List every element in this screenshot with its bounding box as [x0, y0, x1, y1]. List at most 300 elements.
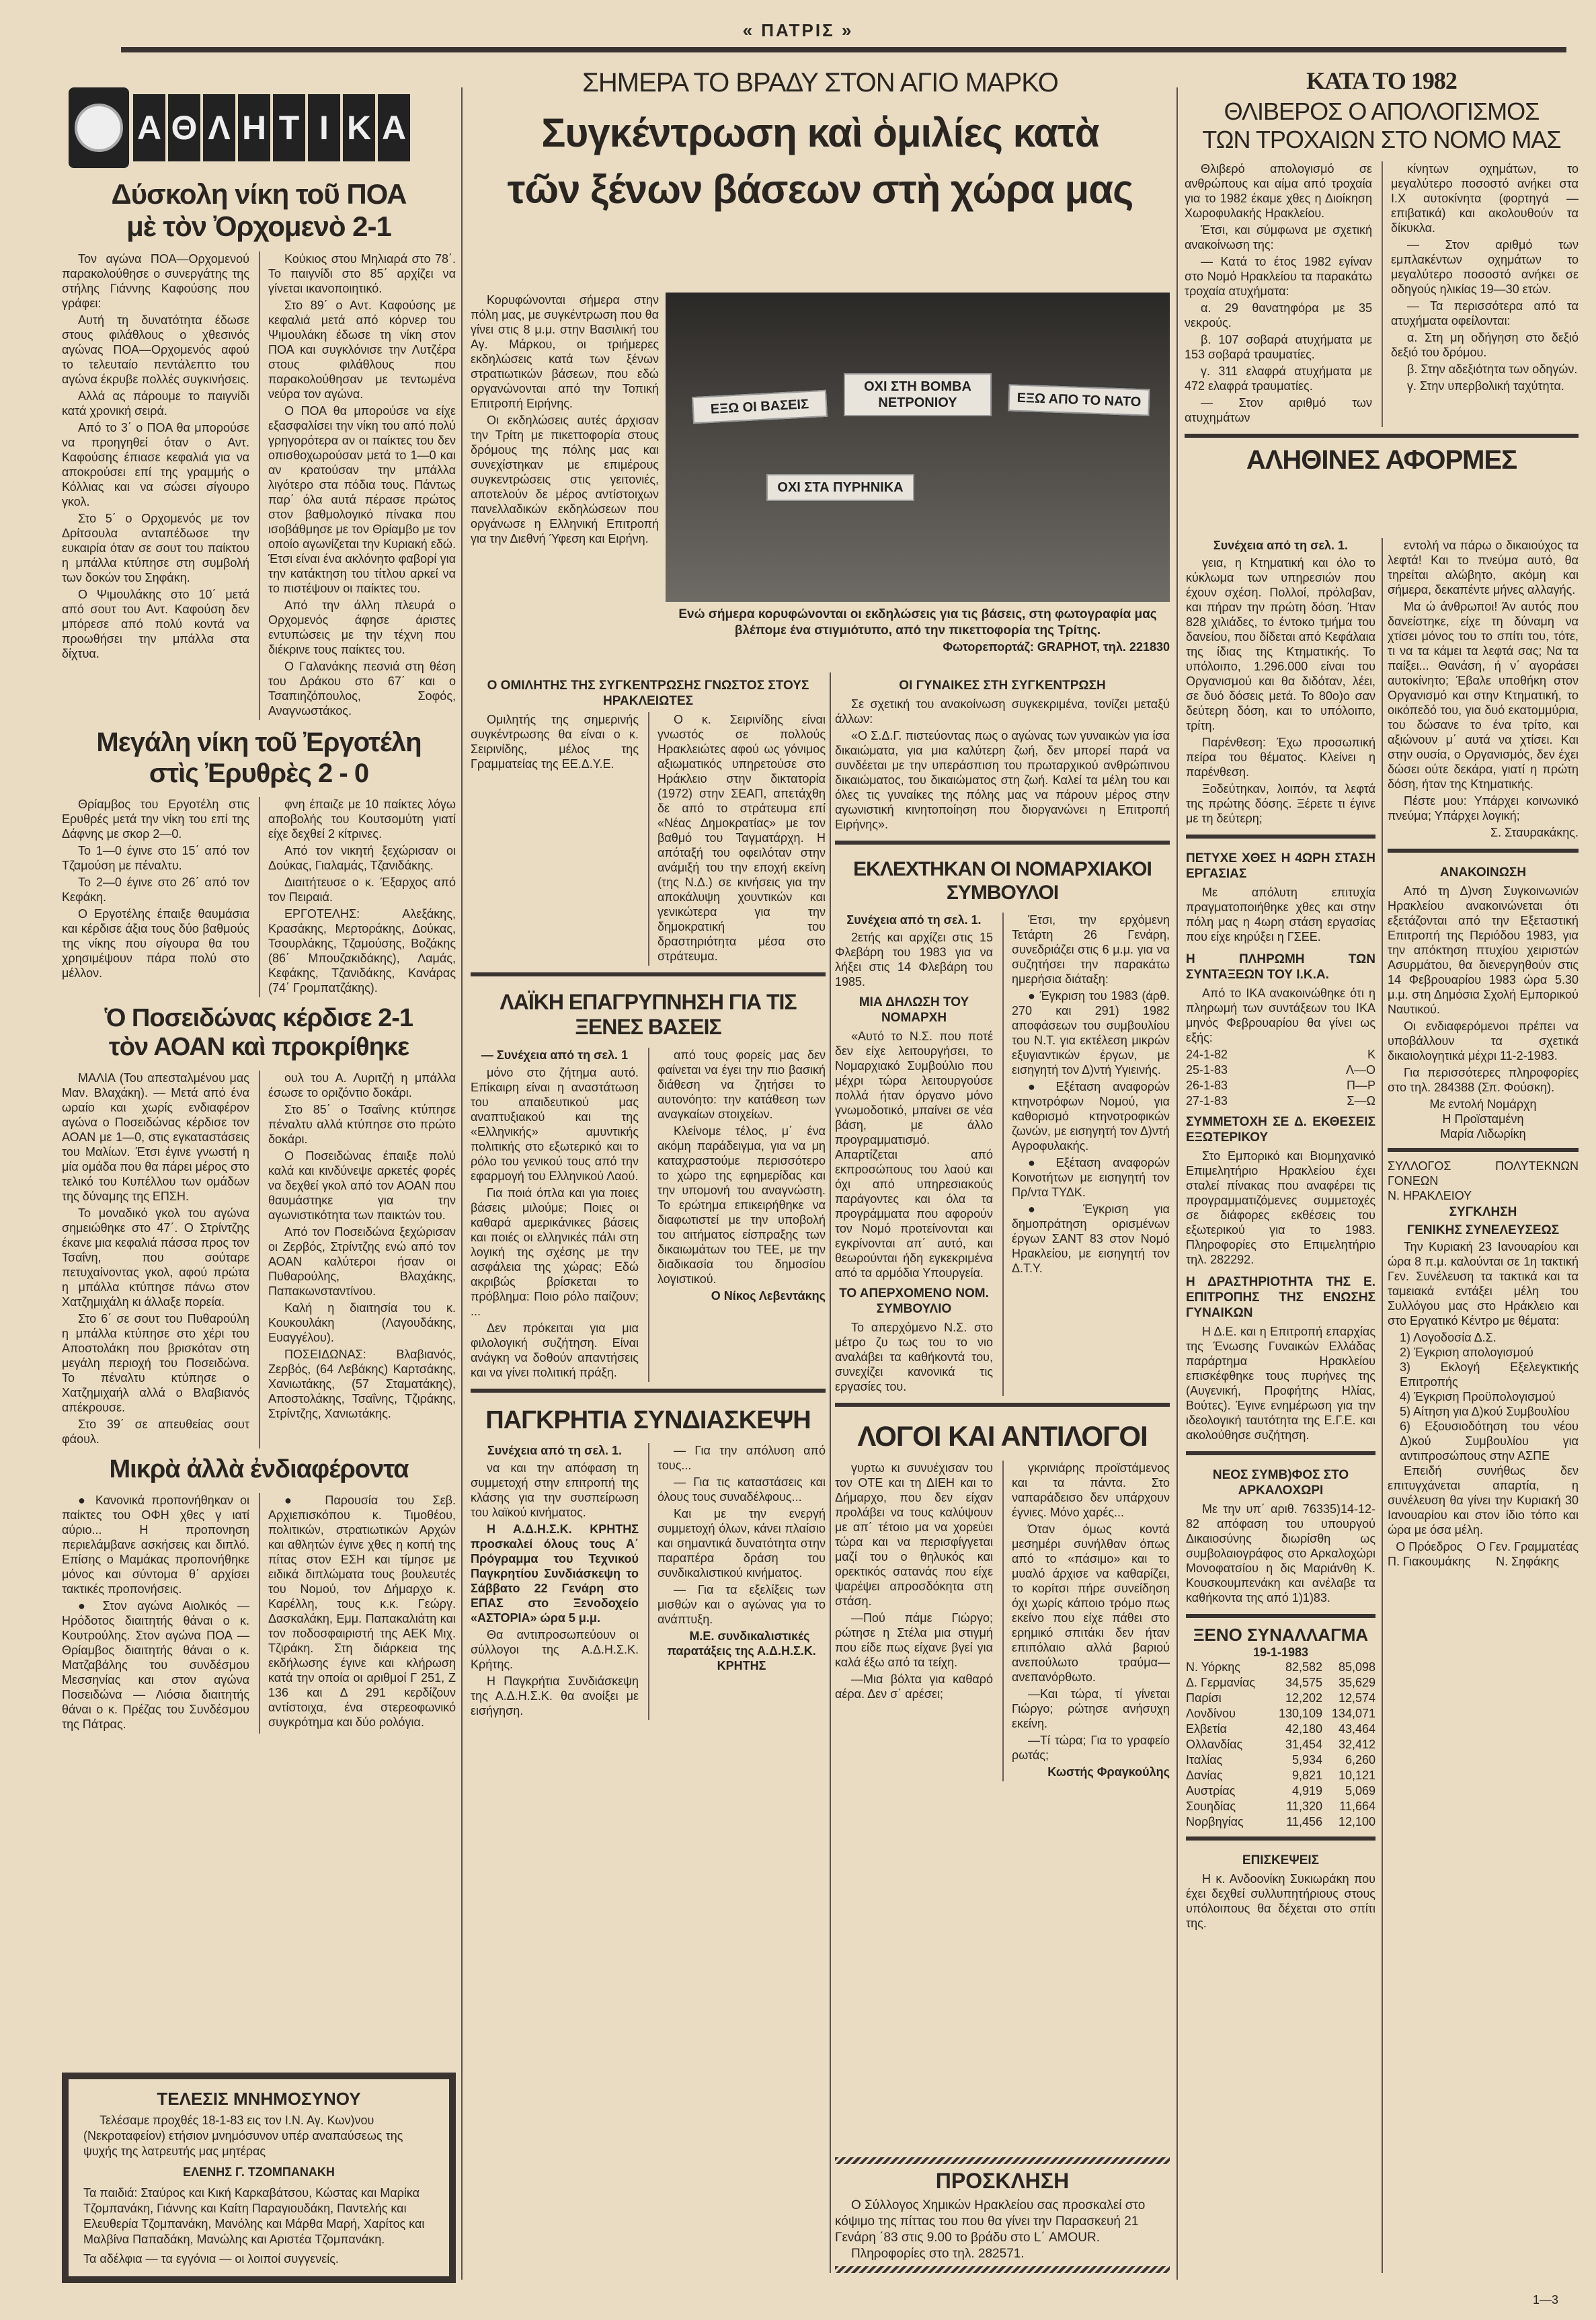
- continued-label: Συνέχεια από τη σελ. 1.: [846, 913, 982, 927]
- paragraph: Έτσι, και σύμφωνα με σχετική ανακοίνωση της:: [1185, 223, 1372, 252]
- announcement-title: ΑΝΑΚΟΙΝΩΣΗ: [1439, 865, 1527, 880]
- rate-cell: 11,456: [1286, 1815, 1323, 1828]
- paragraph: Ο ΠΟΑ θα μπορούσε να είχε εξασφαλίσει την νίκη του από πολύ γρηγορότερα αν οι παίκτες του δεν οπισθοχωρούσαν μετά το 1—0 και αν κρατούσαν την μπάλλα λιγότερο στα πόδια τους. Πάντως παρ΄ όλα αυτά πέρασε πρώτος στον βαθμολογικό πίνακα που ισοβάθμησε με τον Θρίαμβο με τον οποίο αγωνίζεται την Κυριακή εδώ. Έτσι είναι ένα ακλόνητο φαβορί για την κατάκτηση του τίτλου αρκεί να το πιστέψουν οι παίκτες του.: [268, 403, 456, 595]
- paragraph: ● Εξέταση αναφορών κτηνοτρόφων Νομού, για καθορισμό κτηνοτροφικών ζωνών, με εισηγητή τον Δ)ντή Αγροφυλακής.: [1012, 1080, 1170, 1153]
- overline-text: ΣΗΜΕΡΑ ΤΟ ΒΡΑΔΥ ΣΤΟΝ ΑΓΙΟ ΜΑΡΚΟ: [582, 68, 1058, 98]
- logo-letter: Κ: [343, 94, 375, 161]
- paragraph: ● Έγκριση του 1983 (άρθ. 270 και 291) 1982 αποφάσεων του συμβουλίου του Ν.Τ. για εκτέλεση μικρών εξυγιαντικών έργων, με εισηγητή τον Δ)ντή Υγιεινής.: [1012, 989, 1170, 1077]
- exchange-row: [1186, 1691, 1375, 1706]
- author-signature: Ο Νίκος Λεβεντάκης: [711, 1288, 826, 1303]
- signature-line: Η Προϊσταμένη: [1442, 1112, 1524, 1126]
- section-rule: [1185, 434, 1579, 438]
- paragraph: κίνητων οχημάτων, το μεγαλύτερο ποσοστό ανήκει στα Ι.Χ αυτοκίνητα (φορτηγά —επιβατικά) και ακολουθούν τα δίκυκλα.: [1391, 162, 1579, 235]
- arguments-article: [835, 1461, 1170, 1781]
- rate-cell: 12,202: [1285, 1691, 1323, 1705]
- photo-caption: [666, 607, 1170, 655]
- article-column: [259, 252, 456, 720]
- invitation-info: Πληροφορίες στο τηλ. 282571.: [851, 2247, 1025, 2261]
- article-column: [835, 913, 993, 1396]
- traffic-section: [1185, 67, 1579, 481]
- currency-cell: Παρίσι: [1186, 1691, 1222, 1705]
- agenda-item: 5) Αίτηση για Δ)κού Συμβουλίου: [1400, 1405, 1570, 1418]
- rate-cell: 130,109: [1278, 1707, 1323, 1720]
- memorial-text: Τελέσαμε προχθές 18-1-83 εις τον Ι.Ν. Αγ. Κων)νου (Νεκροταφείον) ετήσιον μνημόσυνον υπέρ αναπαύσεως της ψυχής της λατρευτής μας μητέρας: [83, 2114, 403, 2158]
- memorial-relatives: Τα αδέλφια — τα εγγόνια — οι λοιποί συγγενείς.: [83, 2252, 339, 2266]
- paragraph: Θα αντιπροσωπεύουν οι σύλλογοι της Α.Δ.Η.Σ.Κ. Κρήτης.: [471, 1628, 639, 1672]
- headline-line: Δύσκολη νίκη τοῦ ΠΟΑ: [111, 178, 407, 210]
- page-number: 1—3: [1533, 2293, 1559, 2307]
- paragraph: α. 29 θανατηφόρα με 35 νεκρούς.: [1185, 301, 1372, 330]
- article-column: [62, 252, 249, 720]
- paragraph: εντολή να πάρω ο δικαιούχος τα λεφτά! Και το πνεύμα αυτό, θα τηρείται αλώβητο, ακόμη και σήμερα, δεκαπέντε μήνες αλλαγής.: [1388, 539, 1579, 596]
- paragraph: Και με την ενεργή συμμετοχή όλων, κάνει πλαίσιο και σημαντικά δυνατότητα στην παραπέρα δράση του συνδικαλιστικού κινήματος.: [657, 1507, 826, 1580]
- paragraph: ΕΡΓΟΤΕΛΗΣ: Αλεξάκης, Κρασάκης, Μερτοράκης, Δούκας, Τσουρλάκης, Τζαμούσης, Βοζάκης (86΄ Μπουζακιδάκης), Λαμάς, Κεφάκης, Τζανιδάκης, Κανάρας (74΄ Γρομπατζάκης).: [268, 906, 456, 995]
- currency-cell: Λονδίνου: [1186, 1707, 1236, 1720]
- paragraph: Ο κ. Σειρινίδης είναι γνωστός σε πολλούς Ηρακλειώτες αφού ως γόνιμος αξιωματικός υπηρετούσε στο Ηράκλειο στην δικτατορία (1972) στην ΣΕΑΠ, απετάχθη δε από το στράτευμα επί «Νέας Δημοκρατίας» με τον βαθμό του Ταγματάρχη. Η απόταξή του οφειλόταν στην ανάμιξή του την εποχή εκείνη (της Ν.Δ.) σε κινήσεις για την αποκάλυψη χουντικών και γενικώτερα για την δημοκρατική του δραστηριότητα μέσα στο στράτευμα.: [657, 713, 826, 963]
- lead-header: [471, 67, 1170, 218]
- sports-column: [62, 84, 456, 2283]
- logo-letter: Ι: [308, 94, 340, 161]
- section-rule: [1388, 1148, 1579, 1152]
- schedule-row: [1186, 1078, 1375, 1093]
- section-rule: [835, 1403, 1170, 1407]
- agenda-item: 6) Εξουσιοδότηση του νέου Δ)κού Συμβουλίου για αντιπροσώπους στην ΑΣΠΕ: [1400, 1420, 1579, 1463]
- announcements-column: [1388, 538, 1579, 1569]
- article-column: [1382, 161, 1579, 427]
- paragraph: Από το 3΄ ο ΠΟΑ θα μπορούσε να προηγηθεί όταν ο Αντ. Καφούσης έπιασε κεφαλιά για να αποκρούσει επί της γραμμής ο Κόλλιας και να σώσει σίγουρο γκολ.: [62, 420, 249, 508]
- arguments-headline: ΛΟΓΟΙ ΚΑΙ ΑΝΤΙΛΟΓΟΙ: [857, 1420, 1148, 1452]
- exchange-row: [1186, 1722, 1375, 1737]
- paragraph: Με την υπ΄ αριθ. 76335)14-12-82 απόφαση του υπουργού Δικαιοσύνης διωρίσθη ως συμβολαιογράφος στο Αρκαλοχώρι Μονοφατσίου η δις Μαριάνθη Κ. Κουσκουμπενάκη και ανέλαβε τα καθήκοντα της από 1)1)83.: [1186, 1502, 1375, 1604]
- assembly-title: ΓΕΝΙΚΗΣ ΣΥΝΕΛΕΥΣΕΩΣ: [1406, 1223, 1560, 1237]
- paragraph: α. Στη μη οδήγηση στο δεξιό δεξιό του δρόμου.: [1391, 331, 1579, 360]
- headline-line: Μικρὰ ἀλλὰ ἐνδιαφέροντα: [109, 1455, 409, 1483]
- signature-line: Ν. Σηφάκης: [1496, 1555, 1560, 1568]
- overline-text: ΚΑΤΑ ΤΟ 1982: [1306, 67, 1457, 94]
- rate-cell: 6,260: [1345, 1753, 1375, 1767]
- currency-cell: Αυστρίας: [1186, 1784, 1236, 1797]
- invitation-notice: [835, 2148, 1170, 2273]
- subheading: ΤΟ ΑΠΕΡΧΟΜΕΝΟ ΝΟΜ. ΣΥΜΒΟΥΛΙΟ: [839, 1286, 989, 1316]
- exchange-row: [1186, 1799, 1375, 1814]
- article-column: [835, 1461, 993, 1781]
- paragraph: — Κατά το έτος 1982 εγίναν στο Νομό Ηρακλείου τα παρακάτω τροχαία ατυχήματα:: [1185, 255, 1372, 299]
- invitation-text: Ο Σύλλογος Χημικών Ηρακλείου σας προσκαλεί στο κόψιμο της πίττας του που θα γίνει την Παρασκευή 21 Γενάρη ΄83 στις 9.00 το βράδυ στο L΄ AMOUR.: [835, 2198, 1146, 2245]
- misc-article: [62, 1493, 456, 1734]
- paragraph: Ο Εργοτέλης έπαιξε θαυμάσια και κέρδισε άξια τους δύο βαθμούς της νίκης που σίγουρα θα του χρησιμέψουν πάρα πολύ στο μέλλον.: [62, 906, 249, 980]
- wavy-rule: [835, 2157, 1170, 2164]
- memorial-notice: [62, 2073, 456, 2283]
- currency-cell: Δανίας: [1186, 1769, 1223, 1782]
- rate-cell: 5,069: [1345, 1784, 1375, 1797]
- notary-title: ΝΕΟΣ ΣΥΜΒ)ΦΟΣ ΣΤΟ ΑΡΚΑΛΟΧΩΡΙ: [1212, 1468, 1349, 1498]
- exchange-row: [1186, 1768, 1375, 1783]
- exchange-row: [1186, 1675, 1375, 1691]
- article-column: [62, 1493, 249, 1734]
- paragraph: Όταν όμως κοντά μεσημέρι συνήλθαν όπως από το «πάσιμο» και το μυαλό άρχισε να καθαρίζει, το κορίτσι πήρε συνείδηση όχι χωρίς κάποιο τρόμο πως εκείνο που είχε πάθει στο ερημικό σπιτάκι δεν ήταν επιπόλαιο αλλά βαριού ανεπούλωτο τραύμα—ανεπανόρθωτο.: [1012, 1522, 1170, 1685]
- top-rule: [121, 47, 1566, 52]
- visits-title: ΕΠΙΣΚΕΨΕΙΣ: [1242, 1853, 1320, 1867]
- column-divider: [1382, 538, 1383, 2273]
- article-column: [62, 797, 249, 997]
- rate-cell: 32,412: [1338, 1738, 1375, 1751]
- paragraph: Το 1—0 έγινε στο 15΄ από τον Τζαμούση με πέναλτυ.: [62, 843, 249, 872]
- exchange-date: 19-1-1983: [1252, 1646, 1309, 1659]
- paragraph: Πέστε μου: Υπάρχει κοινωνικό πνεύμα; Υπάρχει λογική;: [1388, 794, 1579, 822]
- paragraph: γκρινιάρης προϊστάμενος και τα πάντα. Στο ναπαράδεισο δεν υπάρχουν έγνιες. Μόνο χαρές...: [1012, 1461, 1170, 1520]
- caption-line: βλέπομε ένα στιγμιότυπο, από την πικεττοφορία της Τρίτης.: [734, 623, 1101, 637]
- article-column: [1185, 161, 1372, 427]
- paragraph: Μα ώ άνθρωποι! Άν αυτός που δανείστηκε, είχε τη δύναμη να χτίσει μόνος του το σπίτι του, τότε, τι να τα κάμει τα λεφτά σας; Να τα παίξει... Θανάση, ή ν΄ αγοράσει αυτοκίνητο; Έβαλε υποθήκη στον Οργανισμό και στην Κτηματική, το οικόπεδό του, για δυό εκατομμύρια, του δώσανε το ένα τρίτο, και αξιώνουν μ΄ αυτά να χτίσει. Και στην ουσία, ο Οργανισμός, δεν έχει δώσει ούτε δεκάρα, γιατί η πρώτη δόση, ήταν της Κτηματικής.: [1388, 600, 1579, 791]
- paragraph: φνη έπαιζε με 10 παίκτες λόγω αποβολής του Κουτσομύτη γιατί είχε δεχθεί 2 κίτρινες.: [268, 797, 456, 841]
- paragraph: γεια, η Κτηματική και όλο το κύκλωμα των υπηρεσιών που έχουν σχέση. Πολλοί, πρόλαβαν, και πήραν την πρώτη δόση. Ήταν 828 χιλιάδες, το έντοκο τμήμα του δανείου, που δίδεται από Κεφάλαια της ίδιας της Κτηματικής. Το υπόλοιπο, 1.296.000 είναι του Οργανισμού και θα διδόταν, λέει, σε δυό δόσεις μετά. Το 80ο)ο σαν δεύτερη δόση, και το υπόλοιπο, τρίτη.: [1186, 556, 1375, 732]
- article-column: [471, 1443, 639, 1720]
- ika-title: Η ΠΛΗΡΩΜΗ ΤΩΝ ΣΥΝΤΑΞΕΩΝ ΤΟΥ Ι.Κ.Α.: [1186, 952, 1375, 982]
- org-name: Ν. ΗΡΑΚΛΕΙΟΥ: [1388, 1189, 1472, 1202]
- rate-cell: 9,821: [1291, 1769, 1323, 1782]
- headline-line: Ὁ Ποσειδώνας κέρδισε 2-1: [104, 1003, 413, 1032]
- paragraph: Επειδή συνήθως δεν επιτυγχάνεται απαρτία, η συνέλευση θα γίνει την Κυριακή 30 Ιανουαρίου και στον ίδιο τόπο και ώρα με όσα μέλη.: [1388, 1464, 1579, 1537]
- headline-line: τῶν ξένων βάσεων στὴ χώρα μας: [507, 167, 1133, 212]
- logo-letter: Θ: [168, 94, 200, 161]
- rate-cell: 43,464: [1338, 1722, 1375, 1736]
- real-motives-headline: ΑΛΗΘΙΝΕΣ ΑΦΟΡΜΕΣ: [1246, 445, 1517, 475]
- headline-line: μὲ τὸν Ὀρχομενὸ 2-1: [126, 210, 391, 243]
- paragraph: «Ο Σ.Δ.Γ. πιστεύοντας πως ο αγώνας των γυναικών για ίσα δικαιώματα, για μια καλύτερη ζωή, δεν μπορεί παρά να συνδέεται με την υπεράσπιση του πρωταρχικού ανθρώπινου δικαιώματος, του δικαιώματος στη ζωή. Καλεί τα μέλη του και όλες τις γυναίκες της πόλης μας να πάρουν μέρος στην αγωνιστική κινητοποίηση που διοργανώνει η Επιτροπή Ειρήνης».: [835, 729, 1170, 831]
- rate-cell: 4,919: [1291, 1784, 1323, 1797]
- article-column: [259, 1493, 456, 1734]
- assembly-title: ΣΥΓΚΛΗΣΗ: [1449, 1205, 1517, 1219]
- rate-cell: 12,100: [1338, 1815, 1375, 1828]
- currency-cell: Δ. Γερμανίας: [1186, 1676, 1256, 1689]
- ika-schedule: [1186, 1047, 1375, 1109]
- ergotelis-article: [62, 797, 456, 997]
- paragraph: — Για τα εξελίξεις των μισθών και ο αγώνας για το ανάπτυξη.: [657, 1583, 826, 1627]
- poseidonas-headline: [62, 1004, 456, 1062]
- paragraph: Από το ΙΚΑ ανακοινώθηκε ότι η πληρωμή των συντάξεων του ΙΚΑ μηνός Φεβρουαρίου θα γίνει ως εξής:: [1186, 987, 1375, 1044]
- caption-line: Ενώ σήμερα κορυφώνονται οι εκδηλώσεις για τις βάσεις, στη φωτογραφία μας: [678, 607, 1157, 621]
- rate-cell: 85,098: [1338, 1660, 1375, 1674]
- cell: Π—Ρ: [1346, 1079, 1375, 1092]
- schedule-row: [1186, 1047, 1375, 1062]
- cell: Σ—Ω: [1347, 1094, 1375, 1108]
- rate-cell: 10,121: [1338, 1769, 1375, 1782]
- signature-line: Π. Γιακουμάκης: [1388, 1555, 1471, 1568]
- paragraph: γυρτω κι συνυέχισαν του τον ΟΤΕ και τη ΔΙΕΗ και το Δήμαρχο, που δεν είχαν προλάβει να τους καλύψουν με απ΄ τέτοιο μα να χορεύει τώρα και να περισφίγγεται μαζί του ο θηλυκός και ορεκτικός σατανάς που είχε ψαρέψει απροσδόκητα στη στάση.: [835, 1461, 993, 1609]
- rate-cell: 82,582: [1285, 1660, 1323, 1674]
- article-column: [1002, 913, 1170, 1396]
- paragraph: Κλείνομε τέλος, μ΄ ένα ακόμη παράδειγμα, για να μη καταχραστούμε περισσότερο το χώρο της εφημερίδας και την υπομονή του αναγνώστη. Το ερώτημα επικειρήθηκε να διαφωτιστεί με την υποβολή του αιτήματος είσπραξης των δικαιωμάτων του ΤΕΕ, με την διαδικασία του δημοσίου λογιστικού.: [657, 1124, 826, 1286]
- paragraph: Τον αγώνα ΠΟΑ—Ορχομενού παρακολούθησε ο συνεργάτης της στήλης Γιάννης Καφούσης που γράφει:: [62, 252, 249, 310]
- paragraph: ● Έγκριση για δημοπράτηση ορισμένων έργων ΣΑΝΤ 83 στον Νομό Ηρακλείου, με εισηγητή τον Δ.Τ.Υ.: [1012, 1202, 1170, 1275]
- exchange-row: [1186, 1783, 1375, 1799]
- exchange-table: [1186, 1660, 1375, 1830]
- headline-line: στὶς Ἐρυθρὲς 2 - 0: [149, 758, 369, 788]
- headline-line: τὸν ΑΟΑΝ καὶ προκρίθηκε: [108, 1033, 409, 1062]
- exchange-row: [1186, 1752, 1375, 1768]
- subheading: Ο ΟΜΙΛΗΤΗΣ ΤΗΣ ΣΥΓΚΕΝΤΡΩΣΗΣ ΓΝΩΣΤΟΣ ΣΤΟΥΣ ΗΡΑΚΛΕΙΩΤΕΣ: [487, 679, 809, 708]
- cell: 25-1-83: [1186, 1063, 1228, 1077]
- section-rule: [471, 1389, 826, 1393]
- paragraph: Αυτή τη δυνατότητα έδωσε στους φιλάθλους ο χθεσινός αγώνας ΠΟΑ—Ορχομενός αφού το τελευταίο πεντάλεπτο του αγώνα έκρυβε πολλές συγκινήσεις.: [62, 313, 249, 386]
- article-column: [471, 712, 639, 966]
- paragraph: Ομιλητής της σημερινής συγκέντρωσης θα είναι ο κ. Σειρινίδης, μέλος της Γραμματείας της ΕΕ.Δ.Υ.Ε.: [471, 713, 639, 771]
- cell: Λ—Ο: [1345, 1063, 1375, 1077]
- lead-article-continued: [835, 697, 1170, 834]
- currency-cell: Ιταλίας: [1186, 1753, 1223, 1767]
- paragraph: ● Κανονικά προπονήθηκαν οι παίκτες του ΟΦΗ χθες γ ιατί αύριο... Η προπονηση περιελάμβανε ασκήσεις και διπλό. Επίσης ο Μαμάκας προπονήθηκε μόνος και σύντομα θ΄ αρχίσει τακτικές προπονήσεις.: [62, 1493, 249, 1596]
- paragraph: Την Κυριακή 23 Ιανουαρίου και ώρα 8 π.μ. καλούνται σε 1η τακτική Γεν. Συνέλευση τα τακτικά και τα ταμειακά εντάξει μέλη του Συλλόγου μας στο Ηράκλειο και στο Εργατικό Κέντρο με θέματα:: [1388, 1240, 1579, 1327]
- paragraph: Για περισσότερες πληροφορίες στο τηλ. 284388 (Σπ. Φούσκη).: [1388, 1066, 1579, 1094]
- invitation-title: ΠΡΟΣΚΛΗΣΗ: [935, 2169, 1070, 2193]
- article-column: [62, 1071, 249, 1448]
- author-signature: Κωστής Φραγκούλης: [1047, 1765, 1170, 1779]
- schedule-row: [1186, 1062, 1375, 1078]
- photo-banner: ΟΧΙ ΣΤΗ ΒΟΜΒΑ ΝΕΤΡΟΝΙΟΥ: [844, 373, 992, 416]
- photo-banner: ΕΞΩ ΑΠΟ ΤΟ ΝΑΤΟ: [1008, 384, 1150, 416]
- headline-line: ΤΩΝ ΤΡΟΧΑΙΩΝ ΣΤΟ ΝΟΜΟ ΜΑΣ: [1202, 125, 1561, 153]
- photo-credit: Φωτορεπορτάζ: GRAPHOT, τηλ. 221830: [943, 640, 1170, 654]
- paragraph: Με απόλυτη επιτυχία πραγματοποιήθηκε χθες και στην πόλη μας η 4ωρη στάση εργασίας που είχε κηρύξει η ΓΣΕΕ.: [1186, 886, 1375, 943]
- paragraph: — Στον αριθμό των ατυχημάτων: [1185, 396, 1372, 425]
- paragraph: —Πού πάμε Γιώργο; ρώτησε η Στέλα μια στιγμή που είδε πως είχανε βγεί για καλά έξω από τα τείχη.: [835, 1611, 993, 1670]
- paragraph: Από τη Δ)νση Συγκοινωνιών Ηρακλείου ανακοινώνεται ότι εξετάζονται από την Εξεταστική Επιτροπή της Περιόδου 1983, για την απόκτηση πτυχίου χειριστών Ασυρμάτου, θα διενεργηθούν στις 14 Φεβρουαρίου 1983 ώρα 5.30 μ.μ. στη Δημόσια Σχολή Εμπορικού Ναυτικού.: [1388, 884, 1579, 1016]
- memorial-children: Τα παιδιά: Σταύρος και Κική Καρκαβάτσου, Κώστας και Μαρίκα Τζομπανάκη, Γιάννης και Καίτη Παραγιουδάκη, Παντελής και Ελευθερία Τζομπανάκη, Μανόλης και Μάρθα Μαρή, Χαρίτος και Μαλβίνα Παπαδάκη, Μανώλης και Αριστέα Τζομπανάκη.: [83, 2186, 425, 2246]
- paragraph: Ο Γαλανάκης πεσνιά στη θέση του Δράκου στο 67΄ και ο Τσαπιηζόπουλος, Σοφός, Αναγνωστάκος.: [268, 659, 456, 718]
- continued-label: — Συνέχεια από τη σελ. 1: [481, 1048, 629, 1062]
- agenda-item: 1) Λογοδοσία Δ.Σ.: [1400, 1331, 1497, 1344]
- rate-cell: 11,320: [1286, 1800, 1323, 1813]
- rate-cell: 31,454: [1285, 1738, 1323, 1751]
- lead-article-intro: [471, 293, 659, 548]
- pancretan-article: [471, 1443, 826, 1720]
- schedule-row: [1186, 1093, 1375, 1109]
- signature-line: Ο Γεν. Γραμματέας: [1476, 1540, 1579, 1553]
- logo-letter: Λ: [203, 94, 235, 161]
- paragraph: ● Εξέταση αναφορών Κοινοτήτων με εισηγητή τον Πρ/ντα ΤΥΔΚ.: [1012, 1156, 1170, 1199]
- paragraph: ΜΑΛΙΑ (Του απεσταλμένου μας Μαν. Βλαχάκη). — Μετά από ένα ωραίο και χωρίς ενδιαφέρον αγώνα ο Ποσειδώνας κέρδισε τον ΑΟΑΝ με 1—0, στις εγκαταστάσεις του Μαλίων. Έτσι έγινε γνωστή η μία ομάδα που θα πάρει μέρος στο τελικό του Κυπέλλου των ομάδων της δύναμης της ΕΠΣΗ.: [62, 1071, 249, 1203]
- paragraph: Στο 85΄ ο Τσαΐνης κτύπησε πέναλτυ αλλά κτύπησε στο πρώτο δοκάρι.: [268, 1102, 456, 1146]
- logo-letters: [133, 94, 410, 161]
- paragraph: Οι εκδηλώσεις αυτές άρχισαν την Τρίτη με πικεττοφορία στους δρόμους της πόλης μας και συνεχίστηκαν με επιμέρους συγκεντρώσεις στις γειτονιές, αποτελούν δε μέρος αντίστοιχων πανελλαδικών εκδηλώσεων που οργάνωσε η Ελληνική Επιτροπή για την Διεθνή Ύφεση και Ειρήνη.: [471, 414, 659, 545]
- paragraph: μόνο στο ζήτημα αυτό. Επίκαιρη είναι η αναστάτωση του απαιδευτικού μας αναπτυξιακού και της «Ελληνικής» αμυντικής πολιτικής στο εξωτερικό και το ρόλο του γενικού τους από την εφαρμογή του Ελληνικού Λαού.: [471, 1065, 639, 1183]
- article-column: [471, 1048, 639, 1382]
- paragraph: Κούκιος στου Μηλιαρά στο 78΄. Το παιγνίδι στο 85΄ αρχίζει να γίνεται ικανοποιητικό.: [268, 252, 456, 295]
- logo-letter: Τ: [273, 94, 305, 161]
- signature-line: Μαρία Λιδωρίκη: [1440, 1127, 1526, 1140]
- cell: Κ: [1367, 1048, 1375, 1061]
- article-column: [648, 712, 826, 966]
- paragraph: Το 2—0 έγινε στο 26΄ από τον Κεφάκη.: [62, 875, 249, 904]
- continued-label: Συνέχεια από τη σελ. 1.: [487, 1444, 623, 1458]
- paragraph: Θλιβερό απολογισμό σε ανθρώπους και αίμα από τροχαία για το 1982 έκαμε χθες η Διοίκηση Χωροφυλακής Ηρακλείου.: [1185, 162, 1372, 221]
- signature-line: Με εντολή Νομάρχη: [1429, 1097, 1537, 1111]
- paragraph: Για ποιά όπλα και για ποιες βάσεις μιλούμε; Ποιες οι καθαρά αμερικάνικες βάσεις και ποιές οι ελληνικές πάλι στη λογική της σχέσης με την ασφάλεια της χώρας; Εδώ ακριβώς βρίσκεται το πρόβλημα: Ποιο ρόλο παίζουν; ...: [471, 1186, 639, 1318]
- paragraph: Η Δ.Ε. και η Επιτροπή επαρχίας της Ένωσης Γυναικών Ελλάδας παράρτημα Ηρακλείου επισκέφθηκε τους πυρήνες της (Αυγενική, Προφήτης Ηλίας, Βούτες). Έγινε ενημέρωση για την ιδεολογική ταυτότητα της Ε.Γ.Ε. και ακολούθησε συζήτηση.: [1186, 1325, 1375, 1442]
- paragraph: ουλ του Α. Λυριτζή η μπάλλα έσωσε το οριζόντιο δοκάρι.: [268, 1071, 456, 1099]
- fairs-title: ΣΥΜΜΕΤΟΧΗ ΣΕ Δ. ΕΚΘΕΣΕΙΣ ΕΞΩΤΕΡΙΚΟΥ: [1186, 1115, 1375, 1145]
- paragraph: από τους φορείς μας δεν φαίνεται να έγει την πιο βασική διάθεση να ζητήσει το αυτονόητο: την κατάθεση των αναγκαίων στοιχείων.: [657, 1048, 826, 1121]
- poa-headline: [62, 178, 456, 243]
- exchange-row: [1186, 1814, 1375, 1830]
- section-rule: [1388, 849, 1579, 853]
- lead-headline: [471, 105, 1170, 218]
- paragraph: Η Παγκρήτια Συνδιάσκεψη της Α.Δ.Η.Σ.Κ. θα ανοίξει με εισήγηση.: [471, 1674, 639, 1718]
- traffic-headline: [1185, 98, 1579, 153]
- vigilance-article: [471, 1048, 826, 1382]
- column-divider: [1176, 87, 1178, 2280]
- women-union-title: Η ΔΡΑΣΤΗΡΙΟΤΗΤΑ ΤΗΣ Ε. ΕΠΙΤΡΟΠΗΣ ΤΗΣ ΕΝΩΣΗΣ ΓΥΝΑΙΚΩΝ: [1186, 1275, 1375, 1320]
- currency-cell: Ν. Υόρκης: [1186, 1660, 1240, 1674]
- paragraph: Δεν πρόκειται για μια φιλολογική συζήτηση. Είναι ανάγκη να δοθούν απαντήσεις και να γίνει πολιτική πράξη.: [471, 1321, 639, 1379]
- paragraph: Ξοδεύτηκαν, λοιπόν, τα λεφτά της πρώτης δόσης. Ξέρετε τι έγινε με τη δεύτερη;: [1186, 782, 1375, 825]
- protest-photo: [666, 293, 1170, 602]
- paragraph: Θρίαμβος του Εργοτέλη στις Ερυθρές μετά την νίκη του επί της Δάφνης με σκορ 2—0.: [62, 797, 249, 841]
- signatures: [1388, 1539, 1579, 1569]
- paragraph: Από τον νικητή ξεχώρισαν οι Δούκας, Γιαλαμάς, Τζανιδάκης.: [268, 843, 456, 872]
- agenda-list: [1388, 1330, 1579, 1463]
- poseidonas-article: [62, 1071, 456, 1448]
- pancretan-headline: ΠΑΓΚΡΗΤΙΑ ΣΥΝΔΙΑΣΚΕΨΗ: [485, 1405, 811, 1434]
- center-left-column: [471, 672, 826, 1720]
- section-rule: [1186, 1836, 1375, 1841]
- logo-letter: Η: [238, 94, 270, 161]
- center-right-column: [835, 672, 1170, 2273]
- paragraph: β. Στην αδεξιότητα των οδηγών.: [1407, 362, 1578, 377]
- author-signature: Σ. Σταυρακάκης.: [1490, 826, 1579, 839]
- section-rule: [1186, 1614, 1375, 1618]
- paragraph: γ. 311 ελαφρά ατυχήματα με 472 ελαφρά τραυματίες.: [1185, 364, 1372, 393]
- rate-cell: 42,180: [1285, 1722, 1323, 1736]
- paragraph: Στο 39΄ σε απευθείας σουτ φάουλ.: [62, 1417, 249, 1446]
- article-column: [259, 797, 456, 997]
- paragraph: Παρένθεση: Έχω προσωπική πείρα του θέματος. Κλείνει η παρένθεση.: [1186, 736, 1375, 779]
- agenda-item: 3) Εκλογή Εξελεγκτικής Επιτροπής: [1400, 1360, 1579, 1389]
- paragraph: Από την άλλη πλευρά ο Ορχομενός άφησε άριστες εντυπώσεις με την τέχνη που διέκρινε τους παίκτες του.: [268, 598, 456, 656]
- author-signature: Μ.Ε. συνδικαλιστικές παρατάξεις της Α.Δ.Η.Σ.Κ. ΚΡΗΤΗΣ: [667, 1629, 816, 1673]
- wavy-rule: [835, 2266, 1170, 2273]
- continued-label: Συνέχεια από τη σελ. 1.: [1213, 539, 1349, 552]
- paragraph: — Για τις καταστάσεις και όλους τους συναδέλφους...: [657, 1475, 826, 1504]
- traffic-article: [1185, 161, 1579, 427]
- paragraph: ● Παρουσία του Σεβ. Αρχιεπισκόπου κ. Τιμοθέου, πολιτικών, στρατιωτικών Αρχών και αθλητών έγινε χθες η κοπή της πίτας στον ΕΣΗ και τίμησε με ειδικά διπλώματα τους βουλευτές του Νομού, τον Δήμαρχο κ. Καρέλλη, τους κ.κ. Γεώργ. Δασκαλάκη, Εμμ. Παπακαλιάτη και τον ποδοσφαιριστή της ΑΕΚ Μιχ. Τζιράκη. Στη διάρκεια της εκδήλωσης έγινε και κλήρωση κατά την οποία οι αριθμοί Γ 251, Ζ 136 και Δ 291 κερδίζουν αντίστοιχα, ένα στερεοφωνικό συγκρότημα και δύο ρολόγια.: [268, 1493, 456, 1729]
- paragraph: ● Στον αγώνα Αιολικός — Ηρόδοτος διαιτητής θάναι ο κ. Κουτρούλης. Στον αγώνα ΠΟΑ — Θρίαμβος διαιτητής θάναι ο κ. Ματζαβάλης του συνδέσμου Μεσσηνίας και στον αγώνα Ποσειδώνα — Λιόσια διαιτητής θάναι ο κ. Πρέζας του Συνδέσμου της Πάτρας.: [62, 1598, 249, 1731]
- paragraph: Διαιτήτευσε ο κ. Έξαρχος από τον Πειραιά.: [268, 875, 456, 904]
- headline-line: Συγκέντρωση καὶ ὁμιλίες κατὰ: [541, 110, 1099, 155]
- article-column: [259, 1071, 456, 1448]
- signature-line: Ο Πρόεδρος: [1396, 1540, 1463, 1553]
- paragraph: Το μοναδικό γκολ του αγώνα σημειώθηκε στο 47΄. Ο Στρίντζης έκανε μια κεφαλιά πάσσα προς τον Τσαΐνη, που σούταρε πετυχαίνοντας γκολ, αφού πρώτα η μπάλλα κτύπησε πάνω στον Χατζημιχάλη κι άλλαξε πορεία.: [62, 1206, 249, 1309]
- paragraph: Κορυφώνονται σήμερα στην πόλη μας, με συγκέντρωση που θα γίνει στις 8 μ.μ. στην Βασιλική του Αγ. Μάρκου, οι τριήμερες εκδηλώσεις κατά των ξένων στρατιωτικών βάσεων, που εδώ οργανώνονται από την Τοπική Επιτροπή Ειρήνης.: [471, 293, 659, 410]
- paragraph: Έτσι, την ερχόμενη Τετάρτη 26 Γενάρη, συνεδριάζει στις 6 μ.μ. για να συζητήσει την παρακάτω ημερήσια διάταξη:: [1012, 913, 1170, 986]
- cell: 24-1-82: [1186, 1048, 1228, 1061]
- paragraph: ΠΟΣΕΙΔΩΝΑΣ: Βλαβιανός, Ζερβός, (64 Λεβάκης) Καρτσάκης, Χανιωτάκης, (57 Σταματάκης), Αποστολάκης, Τσαΐνης, Τζιράκης, Στρίντζης, Χανιωτάκης.: [268, 1347, 456, 1420]
- article-column: [1002, 1461, 1170, 1781]
- logo-letter: Α: [133, 94, 165, 161]
- currency-cell: Νορβηγίας: [1186, 1815, 1244, 1828]
- cell: 26-1-83: [1186, 1079, 1228, 1092]
- rate-cell: 35,629: [1338, 1676, 1375, 1689]
- ergotelis-headline: [62, 727, 456, 789]
- memorial-name: ΕΛΕΝΗΣ Γ. ΤΖΟΜΠΑΝΑΚΗ: [183, 2165, 335, 2179]
- section-rule: [1186, 1451, 1375, 1455]
- agenda-item: 2) Έγκριση απολογισμού: [1400, 1346, 1533, 1359]
- article-column: [648, 1048, 826, 1382]
- rate-cell: 12,574: [1338, 1691, 1375, 1705]
- photo-banner: ΕΞΩ ΟΙ ΒΑΣΕΙΣ: [692, 390, 828, 424]
- section-rule: [1186, 835, 1375, 839]
- paragraph: — Τα περισσότερα από τα ατυχήματα οφείλονται:: [1391, 299, 1579, 328]
- paragraph: Στο 89΄ ο Αντ. Καφούσης με κεφαλιά μετά από κόρνερ του Ψιμουλάκη έδωσε τη νίκη στον ΠΟΑ και συγκλόνισε την Λυτζέρα στους φιλάθλους που παρακολούθησαν με τεντωμένα νεύρα τον αγώνα.: [268, 298, 456, 401]
- paragraph: Το απερχόμενο Ν.Σ. στο μέτρο ζυ τως του το νιο αναλάβει τα καθήκοντά του, συνεχίζει κανονικά τις εργασίες του.: [835, 1321, 993, 1393]
- vigilance-headline: ΛΑΪΚΗ ΕΠΑΓΡΥΠΝΗΣΗ ΓΙΑ ΤΙΣ ΞΕΝΕΣ ΒΑΣΕΙΣ: [500, 990, 797, 1039]
- agenda-item: 4) Έγκριση Προϋπολογισμού: [1400, 1390, 1556, 1403]
- exchange-row: [1186, 1660, 1375, 1675]
- paragraph: γ. Στην υπερβολική ταχύτητα.: [1407, 379, 1564, 393]
- currency-cell: Σουηδίας: [1186, 1800, 1236, 1813]
- currency-cell: Ελβετία: [1186, 1722, 1227, 1736]
- notices-column: [1186, 538, 1375, 1933]
- column-divider: [461, 87, 463, 2280]
- logo-letter: Α: [378, 94, 410, 161]
- lead-article-speaker: [471, 712, 826, 966]
- cell: 27-1-83: [1186, 1094, 1228, 1108]
- paragraph: —Και τώρα, τί γίνεται Γιώργο; ρώτησε ανήσυχη εκείνη.: [1012, 1687, 1170, 1731]
- rate-cell: 134,071: [1331, 1707, 1375, 1720]
- poa-article: [62, 252, 456, 720]
- paragraph: —Τί τώρα; Για το γραφείο ρωτάς;: [1012, 1734, 1170, 1763]
- paragraph: να και την απόφαση τη συμμετοχή στην επιτροπή της κλάσης για την συσπείρωση του λαϊκού κινήματος.: [471, 1461, 639, 1520]
- strike-title: ΠΕΤΥΧΕ ΧΘΕΣ Η 4ΩΡΗ ΣΤΑΣΗ ΕΡΓΑΣΙΑΣ: [1186, 851, 1375, 881]
- paragraph: Στο Εμπορικό και Βιομηχανικό Επιμελητήριο Ηρακλείου έχει σταλεί πίνακας που αναφέρει τις προγραμματιζόμενες συμμετοχές σε διάφορες εκθέσεις του εξωτερικού για το 1983. Πληροφορίες στο Επιμελητήριο τηλ. 282292.: [1186, 1149, 1375, 1266]
- section-rule: [471, 972, 826, 976]
- paragraph: Καλή η διαιτησία του κ. Κουκουλάκη (Λαγουδάκης, Ευαγγέλου).: [268, 1301, 456, 1344]
- paragraph: Η κ. Ανδοονίκη Συκιωράκη που έχει δεχθεί συλλυπητήριους στους υπόλοιπους θα δέχεται στο σπίτι της.: [1186, 1872, 1375, 1930]
- paragraph: Σε σχετική του ανακοίνωση συγκεκριμένα, τονίζει μεταξύ άλλων:: [835, 697, 1170, 726]
- paragraph: — Στον αριθμό των εμπλακέντων οχημάτων το μεγαλύτερο ποσοστό ανήκει σε οδηγούς ηλικίας 19—30 ετών.: [1391, 238, 1579, 297]
- paragraph: Από τον Ποσειδώνα ξεχώρισαν οι Ζερβός, Στρίντζης ενώ από τον ΑΟΑΝ καλύτεροι ήσαν οι Πυθαρούλης, Βλαχάκης, Παπακωνσταντίνου.: [268, 1225, 456, 1298]
- sports-section-logo: [69, 84, 456, 171]
- subheading: ΜΙΑ ΔΗΛΩΣΗ ΤΟΥ ΝΟΜΑΡΧΗ: [859, 995, 969, 1025]
- paragraph: Αλλά ας πάρουμε το παιγνίδι κατά χρονική σειρά.: [62, 389, 249, 418]
- football-icon: [69, 87, 129, 168]
- section-rule: [835, 841, 1170, 845]
- paragraph: Οι ενδιαφερόμενοι πρέπει να υποβάλλουν τα σχετικά δικαιολογητικά μέχρι 11-2-1983.: [1388, 1019, 1579, 1062]
- rate-cell: 5,934: [1291, 1753, 1323, 1767]
- column-divider: [830, 672, 831, 2273]
- masthead: « ΠΑΤΡΙΣ »: [742, 20, 854, 40]
- currency-cell: Ολλανδίας: [1186, 1738, 1243, 1751]
- article-column: [648, 1443, 826, 1720]
- paragraph: Η Α.Δ.Η.Σ.Κ. ΚΡΗΤΗΣ προσκαλεί όλους τους Α΄ Πρόγραμμα του Τεχνικού Παγκρητίου Συνδιάσκεψη το Σάββατο 22 Γενάρη στο ΕΠΑΣ στο Ξενοδοχείο «ΑΣΤΟΡΙΑ» ώρα 5 μ.μ.: [471, 1522, 639, 1625]
- rate-cell: 34,575: [1285, 1676, 1323, 1689]
- photo-banner: ΟΧΙ ΣΤΑ ΠΥΡΗΝΙΚΑ: [766, 474, 914, 501]
- paragraph: β. 107 σοβαρά ατυχήματα με 153 σοβαρά τραυματίες.: [1185, 333, 1372, 362]
- subheading: ΟΙ ΓΥΝΑΙΚΕΣ ΣΤΗ ΣΥΓΚΕΝΤΡΩΣΗ: [899, 679, 1106, 693]
- paragraph: — Για την απόλυση από τους...: [657, 1444, 826, 1473]
- exchange-row: [1186, 1737, 1375, 1752]
- headline-line: ΘΛΙΒΕΡΟΣ Ο ΑΠΟΛΟΓΙΣΜΟΣ: [1224, 98, 1540, 126]
- headline-line: Μεγάλη νίκη τοῦ Ἐργοτέλη: [96, 727, 422, 757]
- paragraph: Ο Ποσειδώνας έπαιξε πολύ καλά και κινδύνεψε αρκετές φορές να δεχθεί γκολ από τον ΑΟΑΝ που θαυμάστηκε για την αγωνιστικότητα των παικτών του.: [268, 1149, 456, 1222]
- exchange-title: ΞΕΝΟ ΣΥΝΑΛΛΑΓΜΑ: [1193, 1625, 1369, 1645]
- misc-headline: [62, 1455, 456, 1485]
- paragraph: Ο Ψιμουλάκης στο 10΄ μετά από σουτ του Αντ. Καφούση δεν μπόρεσε από πολύ κοντά να προωθήσει την μπάλλα στα δίχτυα.: [62, 587, 249, 660]
- exchange-row: [1186, 1706, 1375, 1722]
- org-name: ΣΥΛΛΟΓΟΣ ΠΟΛΥΤΕΚΝΩΝ ΓΟΝΕΩΝ: [1388, 1159, 1579, 1188]
- rate-cell: 11,664: [1339, 1800, 1375, 1813]
- paragraph: 2ετής και αρχίζει στις 15 Φλεβάρη του 1983 για να λήξει στις 14 Φλεβάρη του 1985.: [835, 931, 993, 989]
